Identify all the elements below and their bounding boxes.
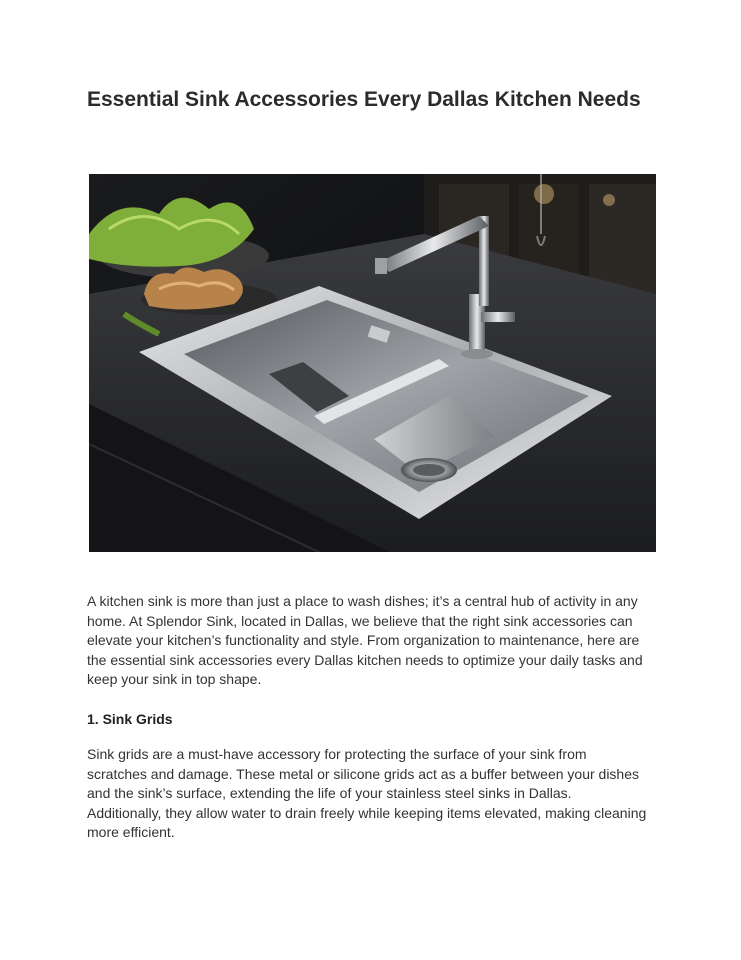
section-body-sink-grids: Sink grids are a must-have accessory for protecting the surface of your sink from scratches and damage. These metal or silicone grids act as a buffer between your dishes and the sink’s surface, extending the life of your stainless steel sinks in Dallas. Additionally, they allow water to drain freely while keeping items elevated, making cleaning more efficient.	[87, 746, 647, 840]
article-title: Essential Sink Accessories Every Dallas Kitchen Needs	[87, 88, 641, 111]
section-heading-sink-grids: 1. Sink Grids	[87, 711, 173, 727]
intro-paragraph: A kitchen sink is more than just a place to wash dishes; it’s a central hub of activity in any home. At Splendor Sink, located in Dallas, we believe that the right sink accessories can elevate your kitchen’s functionality and style. From organization to maintenance, here are the essential sink accessories every Dallas kitchen needs to optimize your daily tasks and keep your sink in top shape.	[87, 593, 643, 687]
sink-photo	[89, 174, 656, 552]
